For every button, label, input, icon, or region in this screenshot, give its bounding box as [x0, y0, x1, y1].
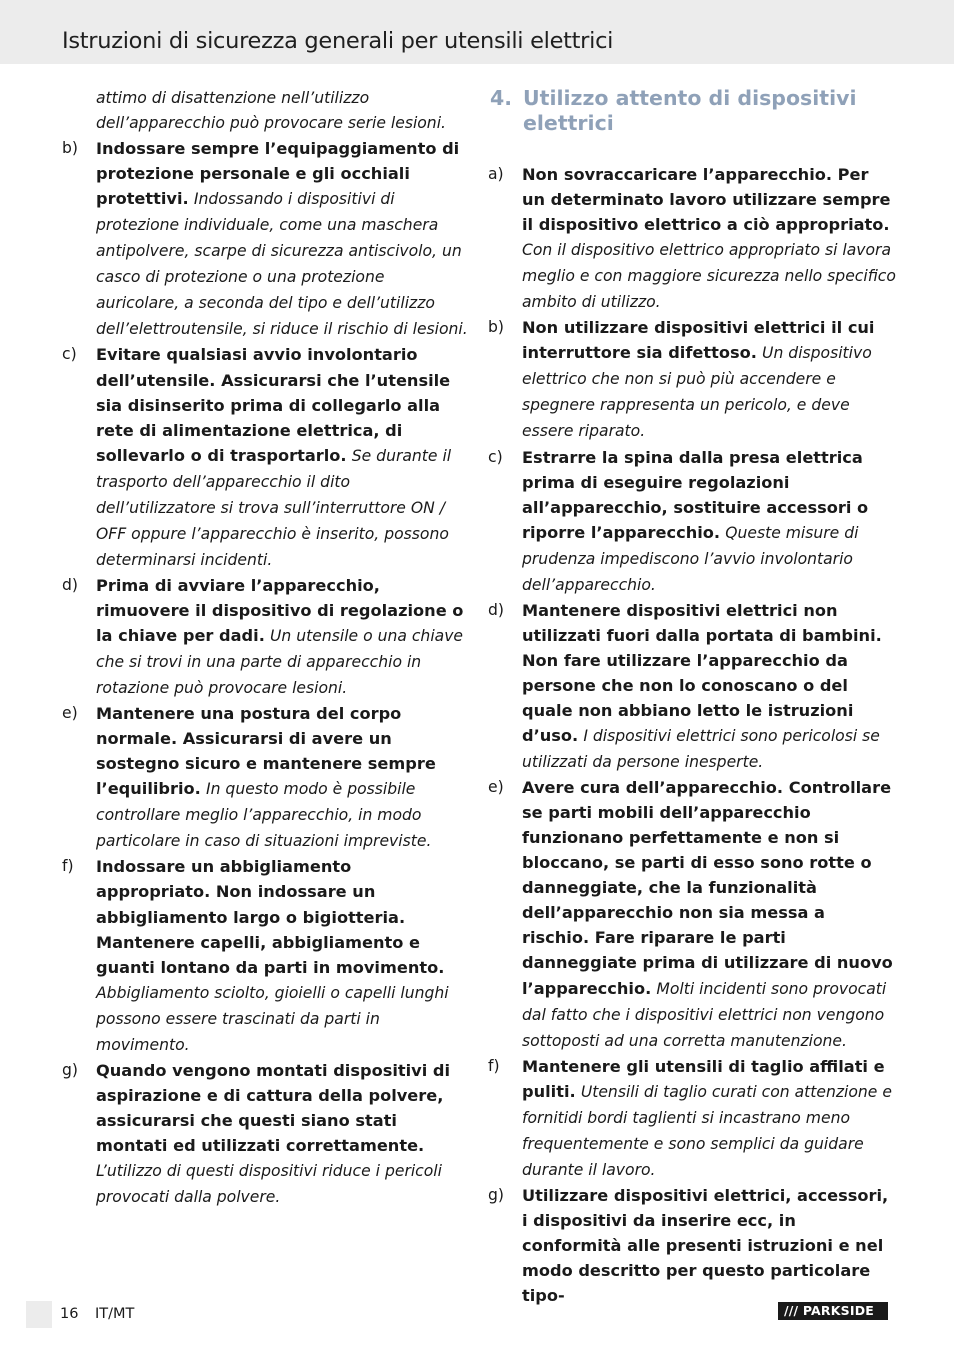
item-letter: e): [488, 778, 504, 797]
list-item: [488, 598, 896, 775]
language-code: IT/MT: [95, 1306, 135, 1322]
item-instruction: Non sovraccaricare l’apparecchio. Per un determinato lavoro utilizzare sempre il dispositivo elettrico a ciò appropriato.: [522, 165, 891, 235]
item-explanation: Abbigliamento sciolto, gioielli o capelli lunghi possono essere trascinati da parti in movimento.: [96, 983, 449, 1054]
item-letter: e): [62, 704, 78, 723]
item-explanation: Molti incidenti sono provocati dal fatto che i dispositivi elettrici non vengono sottoposti ad una corretta manutenzione.: [522, 979, 887, 1050]
item-instruction: Prima di avviare l’apparecchio, rimuovere il dispositivo di regolazione o la chiave per dadi.: [96, 575, 464, 645]
item-explanation: Utensili di taglio curati con attenzione e fornitidi bordi taglienti si incastrano meno frequentemente e sono semplici da guidare durante il lavoro.: [522, 1082, 892, 1179]
list-item: [62, 573, 468, 701]
item-letter: d): [488, 600, 504, 619]
list-item: [488, 162, 896, 315]
item-letter: c): [62, 345, 77, 364]
list-item: [488, 1183, 896, 1308]
list-item: [488, 1054, 896, 1183]
brand-logo: /// PARKSIDE: [778, 1302, 888, 1320]
item-letter: g): [62, 1060, 78, 1079]
list-item: [62, 1058, 468, 1210]
list-item: [62, 342, 468, 572]
item-explanation: Queste misure di prudenza impediscono l’avvio involontario dell’apparecchio.: [522, 523, 859, 594]
item-instruction: Mantenere una postura del corpo normale. Assicurarsi di avere un sostegno sicuro e mantenere sempre l’equilibrio.: [96, 704, 436, 799]
item-letter: g): [488, 1185, 504, 1204]
item-letter: b): [488, 318, 504, 337]
list-item: [488, 315, 896, 444]
item-letter: d): [62, 575, 78, 594]
section-heading: [488, 86, 896, 136]
list-item: [488, 445, 896, 598]
item-explanation: Un utensile o una chiave che si trovi in una parte di apparecchio in rotazione può provocare lesioni.: [96, 626, 464, 698]
left-column: [62, 86, 468, 1210]
item-instruction: Mantenere dispositivi elettrici non utilizzati fuori dalla portata di bambini. Non fare utilizzare l’apparecchio da persone che non lo conoscano o del quale non abbiano letto le istruzioni d’uso.: [522, 600, 882, 746]
item-explanation: L’utilizzo di questi dispositivi riduce i pericoli provocati dalla polvere.: [96, 1161, 442, 1207]
item-letter: c): [488, 447, 503, 466]
continuation-text: attimo di disattenzione nell’utilizzo dell’apparecchio può provocare serie lesioni.: [96, 89, 446, 133]
page-title: Istruzioni di sicurezza generali per utensili elettrici: [62, 28, 614, 54]
page-number: 16: [60, 1306, 79, 1322]
item-explanation: Se durante il trasporto dell’apparecchio il dito dell’utilizzatore si trova sull’interruttore ON / OFF oppure l’apparecchio è inserito, possono determinarsi incidenti.: [96, 446, 452, 569]
item-instruction: Utilizzare dispositivi elettrici, accessori, i dispositivi da inserire ecc, in conformità alle presenti istruzioni e nel modo descritto per questo particolare tipo-: [522, 1185, 889, 1306]
item-instruction: Avere cura dell’apparecchio. Controllare se parti mobili dell’apparecchio funzionano perfettamente e non si bloccano, se parti di esso sono rotte o danneggiate, che la funzionalità dell’apparecchio non sia messa a rischio. Fare riparare le parti danneggiate prima di utilizzare di nuovo l’apparecchio.: [522, 778, 893, 998]
item-letter: b): [62, 139, 78, 158]
item-instruction: Quando vengono montati dispositivi di aspirazione e di cattura della polvere, assicurarsi che questi siano stati montati ed utilizzati correttamente.: [96, 1060, 451, 1155]
item-instruction: Estrarre la spina dalla presa elettrica prima di eseguire regolazioni all’apparecchio, sostituire accessori o riporre l’apparecchio.: [522, 447, 869, 542]
item-letter: a): [488, 165, 504, 183]
item-explanation: Indossando i dispositivi di protezione individuale, come una maschera antipolvere, scarpe di sicurezza antiscivolo, un casco di protezione o una protezione auricolare, a seconda del tipo e dell’utilizzo dell’elettroutensile, si riduce il rischio di lesioni.: [96, 190, 468, 339]
right-column: [488, 86, 896, 1308]
item-explanation: I dispositivi elettrici sono pericolosi se utilizzati da persone inesperte.: [522, 727, 880, 772]
list-item: [62, 136, 468, 342]
item-explanation: Con il dispositivo elettrico appropriato si lavora meglio e con maggiore sicurezza nello specifico ambito di utilizzo.: [522, 241, 896, 312]
item-explanation: In questo modo è possibile controllare meglio l’apparecchio, in modo particolare in caso di situazioni impreviste.: [96, 780, 432, 851]
item-instruction: Evitare qualsiasi avvio involontario dell’utensile. Assicurarsi che l’utensile sia disinserito prima di collegarlo alla rete di alimentazione elettrica, di sollevarlo o di trasportarlo.: [96, 345, 451, 465]
section-number: 4.: [490, 86, 513, 110]
page-header: [0, 0, 954, 64]
item-instruction: Indossare un abbigliamento appropriato. Non indossare un abbigliamento largo o bigiotteria. Mantenere capelli, abbigliamento e guanti lontano da parti in movimento.: [96, 857, 445, 977]
item-explanation: Un dispositivo elettrico che non si può più accendere e spegnere rappresenta un pericolo, e deve essere riparato.: [522, 344, 872, 441]
list-item: [488, 775, 896, 1054]
list-item: [62, 701, 468, 854]
footer-marker: [26, 1301, 52, 1328]
item-instruction: Indossare sempre l’equipaggiamento di protezione personale e gli occhiali protettivi.: [96, 139, 460, 209]
section-title: Utilizzo attento di dispositivi elettrici: [523, 86, 857, 135]
item-instruction: Non utilizzare dispositivi elettrici il cui interruttore sia difettoso.: [522, 318, 875, 363]
list-item: [62, 854, 468, 1057]
item-letter: f): [488, 1056, 500, 1075]
item-letter: f): [62, 857, 74, 876]
item-instruction: Mantenere gli utensili di taglio affilati e puliti.: [522, 1056, 885, 1101]
